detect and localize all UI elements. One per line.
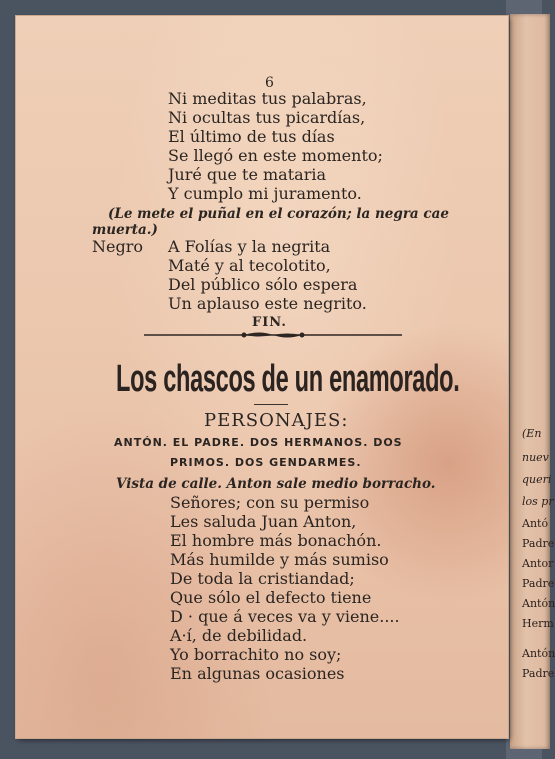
next-page-fragment: Antón xyxy=(522,597,555,610)
verse-line: De toda la cristiandad; xyxy=(170,569,355,588)
verse-line: El hombre más bonachón. xyxy=(170,531,382,550)
verse-line: Yo borrachito no soy; xyxy=(170,645,342,664)
verse-line: Más humilde y más sumiso xyxy=(170,550,389,569)
verse-line: Del público sólo espera xyxy=(168,275,358,294)
book-page xyxy=(16,16,508,738)
verse-line: A·í, de debilidad. xyxy=(170,626,308,645)
verse-line: Juré que te mataria xyxy=(168,165,326,184)
next-page-fragment: queri xyxy=(522,473,552,486)
ornamental-rule xyxy=(144,329,402,341)
verse-line: Ni ocultas tus picardías, xyxy=(168,108,366,127)
verse-line: En algunas ocasiones xyxy=(170,664,345,683)
next-page-fragment: nuev xyxy=(522,451,549,464)
next-page-fragment: (En xyxy=(522,427,542,440)
verse-line: A Folías y la negrita xyxy=(168,237,331,256)
fin-label: FIN. xyxy=(252,315,287,330)
verse-line: Se llegó en este momento; xyxy=(168,146,383,165)
next-page-fragment: Padre xyxy=(522,577,555,590)
personajes-heading: PERSONAJES: xyxy=(204,410,349,431)
verse-line: Les saluda Juan Anton, xyxy=(170,512,357,531)
next-page-fragment: Antó xyxy=(522,517,549,530)
verse-line: El último de tus días xyxy=(168,127,335,146)
next-page-fragment: Padre xyxy=(522,537,555,550)
next-page-fragment: Antor xyxy=(522,557,554,570)
cast-list-line: ANTÓN. EL PADRE. DOS HERMANOS. DOS xyxy=(114,436,403,449)
stage-direction: (Le mete el puñal en el corazón; la negra cae xyxy=(108,206,449,222)
verse-line: Señores; con su permiso xyxy=(170,493,370,512)
next-page-fragment: Herm xyxy=(522,617,554,630)
stage-direction: muerta.) xyxy=(92,222,158,238)
next-page-fragment: los pr xyxy=(522,495,554,508)
verse-line: Que sólo el defecto tiene xyxy=(170,588,372,607)
speaker-name: Negro xyxy=(92,237,143,256)
next-page-fragment: Padre xyxy=(522,667,555,680)
next-page-edge xyxy=(510,14,555,749)
verse-line: Ni meditas tus palabras, xyxy=(168,89,367,108)
play-title: Los chascos de un enamorado. xyxy=(116,358,460,400)
verse-line: Y cumplo mi juramento. xyxy=(168,184,362,203)
verse-line: Maté y al tecolotito, xyxy=(168,256,331,275)
short-divider xyxy=(254,404,288,405)
verse-line: Un aplauso este negrito. xyxy=(168,294,367,313)
page-number: 6 xyxy=(265,75,274,91)
cast-list-line: PRIMOS. DOS GENDARMES. xyxy=(170,456,362,469)
next-page-fragment: Antón xyxy=(522,647,555,660)
stage-direction: Vista de calle. Anton sale medio borracho. xyxy=(116,476,436,492)
verse-line: D · que á veces va y viene.... xyxy=(170,607,400,626)
